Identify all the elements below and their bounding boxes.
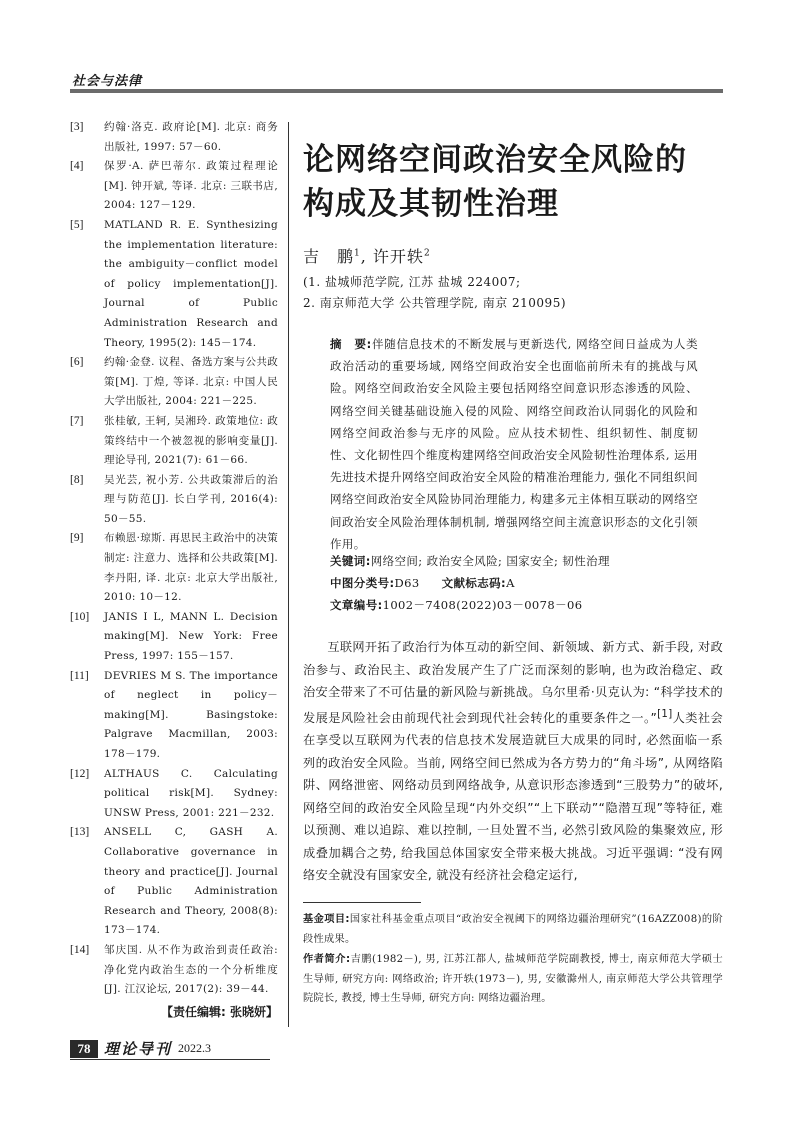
reference-number: [3] xyxy=(70,121,84,133)
reference-number: [12] xyxy=(70,767,90,780)
reference-item xyxy=(70,529,278,607)
reference-number: [8] xyxy=(70,473,84,486)
reference-number: [9] xyxy=(70,532,84,545)
reference-text: 布赖恩·琼斯. 再思民主政治中的决策制定: 注意力、选择和公共政策[M]. 李丹阳, 译. 北京: 北京大学出版社, 2010: 10－12. xyxy=(104,532,278,604)
keywords-text: 网络空间; 政治安全风险; 国家安全; 韧性治理 xyxy=(370,554,610,568)
title-line: 论网络空间政治安全风险的 xyxy=(303,142,687,178)
reference-item xyxy=(70,353,278,412)
reference-item xyxy=(70,412,278,471)
reference-text: JANIS I L, MANN L. Decision making[M]. New York: Free Press, 1997: 155－157. xyxy=(104,610,278,663)
reference-item xyxy=(70,823,278,941)
citation-mark: [1] xyxy=(657,708,673,720)
reference-text: DEVRIES M S. The importance of neglect in policy－making[M]. Basingstoke: Palgrave Macmillan, 2003: 178－179. xyxy=(104,669,278,760)
clc-label: 中图分类号: xyxy=(330,576,395,590)
author-affiliation-mark: 2 xyxy=(423,248,431,259)
affiliation: (1. 盐城师范学院, 江苏 盐城 224007; xyxy=(303,275,521,289)
reference-number: [4] xyxy=(70,160,84,173)
article-title xyxy=(303,138,723,226)
author-name: 许开轶 xyxy=(372,247,424,266)
reference-text: MATLAND R. E. Synthesizing the implementation literature: the ambiguity－conflict model of policy implementation[J]. Journal of Public Administration Research and Theory, 1995(2): 145－174. xyxy=(104,218,278,349)
document-code-label: 文献标志码: xyxy=(441,576,507,590)
editor-credit: 【责任编辑: 张晓妍】 xyxy=(161,1004,278,1019)
header-rule xyxy=(70,89,723,93)
reference-list xyxy=(70,118,278,1022)
body-paragraph xyxy=(303,636,723,887)
author-name: 吉 鹏 xyxy=(303,247,355,266)
fund-label: 基金项目: xyxy=(303,914,350,925)
reference-number: [11] xyxy=(70,669,89,682)
body-text: 人类社会在享受以互联网为代表的信息技术发展造就巨大成果的同时, 必然面临一系列的政治安全风险。当前, 网络空间已然成为各方势力的“角斗场”, 从网络陷阱、网络泄密、网络动员到网络战争, 从意识形态渗透到“三股势力”的破坏, 网络空间的政治安全风险呈现“内外交织”“上下联动”“隐潜互现”等特征, 难以预测、难以追踪、难以控制, 一旦处置不当, 必然引致风险的集聚效应, 形成叠加耦合之势, 给我国总体国家安全带来极大挑战。习近平强调: “没有网络安全就没有国家安全, 就没有经济社会稳定运行, xyxy=(303,710,723,883)
reference-item xyxy=(70,765,278,824)
page-number: 78 xyxy=(70,1040,98,1058)
reference-text: 吴光芸, 祝小芳. 公共政策滞后的治理与防范[J]. 长白学刊, 2016(4): 50－55. xyxy=(104,473,278,525)
journal-name: 理论导刊 xyxy=(104,1040,173,1058)
reference-number: [5] xyxy=(70,218,84,231)
abstract xyxy=(330,333,698,555)
article-number-value: 1002－7408(2022)03－0078－06 xyxy=(382,598,583,612)
footnote-rule xyxy=(303,902,421,903)
author-affiliation-mark: 1 xyxy=(354,248,361,259)
bio-label: 作者简介: xyxy=(303,954,351,965)
reference-number: [10] xyxy=(70,610,90,623)
reference-number: [6] xyxy=(70,356,84,369)
reference-item xyxy=(70,941,278,1000)
keywords-label: 关键词: xyxy=(330,554,371,568)
keywords xyxy=(330,553,610,569)
abstract-label: 摘 要: xyxy=(330,337,372,351)
reference-text: 邹庆国. 从不作为政治到责任政治: 净化党内政治生态的一个分析维度[J]. 江汉论坛, 2017(2): 39－44. xyxy=(104,943,278,996)
reference-item xyxy=(70,471,278,530)
author-line xyxy=(303,244,431,267)
clc-value: D63 xyxy=(394,576,420,590)
reference-number: [14] xyxy=(70,943,90,956)
reference-item xyxy=(70,216,278,353)
section-label: 社会与法律 xyxy=(72,74,143,89)
issue-number: 2022.3 xyxy=(178,1041,211,1055)
classification-line xyxy=(330,575,515,591)
reference-text: 张桂敏, 王轲, 吴湘玲. 政策地位: 政策终结中一个被忽视的影响变量[J]. 理论导刊, 2021(7): 61－66. xyxy=(104,414,278,467)
affiliation: 2. 南京师范大学 公共管理学院, 南京 210095) xyxy=(303,296,567,310)
footer-rule xyxy=(70,1059,270,1060)
article-number-line xyxy=(330,597,582,613)
body-text: 互联网开拓了政治行为体互动的新空间、新领域、新方式、新手段, 对政治参与、政治民主、政治发展产生了广泛而深刻的影响, 也为政治稳定、政治安全带来了不可估量的新风险与新挑战。乌尔里希·贝克认为: “科学技术的发展是风险社会由前现代社会到现代社会转化的重要条件之一。” xyxy=(303,640,723,725)
document-code-value: A xyxy=(506,576,515,590)
author-separator: , xyxy=(360,247,373,266)
abstract-text: 伴随信息技术的不断发展与更新迭代, 网络空间日益成为人类政治活动的重要场域, 网络空间政治安全也面临前所未有的挑战与风险。网络空间政治安全风险主要包括网络空间意识形态渗透的风险、网络空间关键基础设施入侵的风险、网络空间政治认同弱化的风险和网络空间政治参与无序的风险。应从技术韧性、组织韧性、制度韧性、文化韧性四个维度构建网络空间政治安全风险韧性治理体系, 运用先进技术提升网络空间政治安全风险的精准治理能力, 强化不同组织间网络空间政治安全风险协同治理能力, 构建多元主体相互联动的网络空间政治安全风险治理体制机制, 增强网络空间主流意识形态的文化引领作用。 xyxy=(330,337,698,551)
title-line: 构成及其韧性治理 xyxy=(303,186,559,222)
reference-item xyxy=(70,118,278,157)
reference-text: ALTHAUS C. Calculating political risk[M]. Sydney: UNSW Press, 2001: 221－232. xyxy=(104,767,278,819)
reference-number: [13] xyxy=(70,826,90,839)
fund-text: 国家社科基金重点项目“政治安全视阈下的网络边疆治理研究”(16AZZ008)的阶段性成果。 xyxy=(303,914,723,945)
reference-text: 约翰·金登. 议程、备选方案与公共政策[M]. 丁煌, 等译. 北京: 中国人民大学出版社, 2004: 221－225. xyxy=(104,356,278,408)
column-divider xyxy=(288,122,289,1027)
reference-text: 约翰·洛克. 政府论[M]. 北京: 商务出版社, 1997: 57－60. xyxy=(104,121,278,153)
reference-item xyxy=(70,157,278,216)
reference-item xyxy=(70,667,278,765)
bio-text: 吉鹏(1982－), 男, 江苏江都人, 盐城师范学院副教授, 博士, 南京师范大学硕士生导师, 研究方向: 网络政治; 许开轶(1973－), 男, 安徽滁州人, 南京师范大学公共管理学院院长, 教授, 博士生导师, 研究方向: 网络边疆治理。 xyxy=(303,954,723,1004)
reference-text: ANSELL C, GASH A. Collaborative governance in theory and practice[J]. Journal of Public Administration Research and Theory, 2008(8): 173－174. xyxy=(104,826,278,937)
author-bio-note xyxy=(303,950,723,1009)
reference-text: 保罗·A. 萨巴蒂尔. 政策过程理论[M]. 钟开斌, 等译. 北京: 三联书店, 2004: 127－129. xyxy=(104,160,278,212)
article-number-label: 文章编号: xyxy=(330,598,383,612)
fund-note xyxy=(303,910,723,949)
reference-number: [7] xyxy=(70,414,84,427)
reference-item xyxy=(70,608,278,667)
